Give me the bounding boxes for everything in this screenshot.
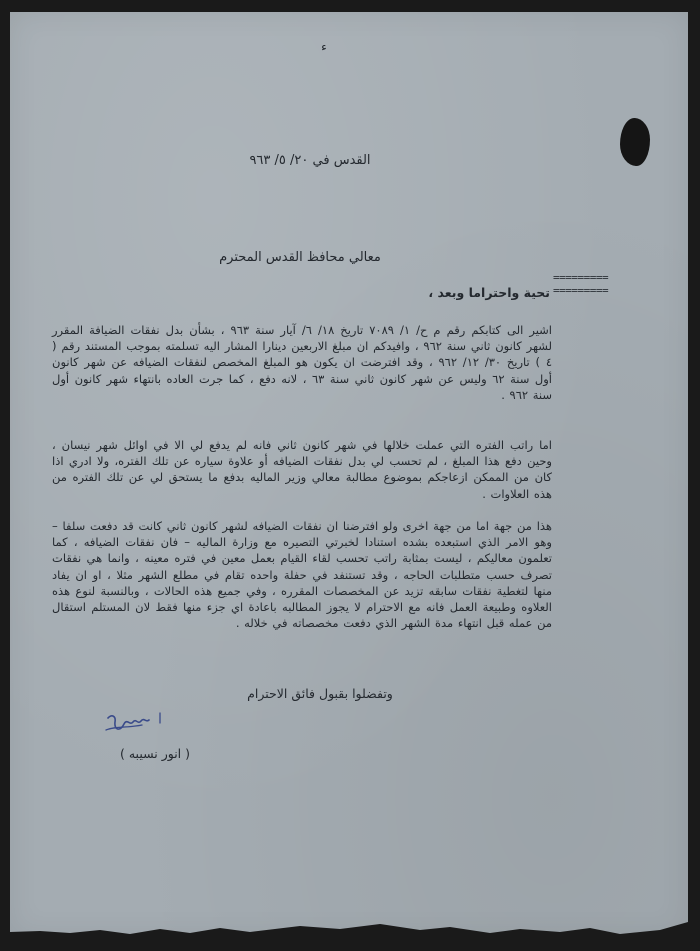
- closing-line: وتفضلوا بقبول فائق الاحترام: [247, 686, 393, 701]
- top-mark: ء: [321, 40, 327, 54]
- body-paragraph-1: اشير الى كتابكم رقم م ح/ ١/ ٧٠٨٩ تاريخ ١٨/ ٦/ آيار سنة ٩٦٣ ، بشأن بدل نفقات الضيافة المقرر لشهر كانون ثاني سنة ٩٦٢ ، وافيدكم ان مبلغ الاربعين دينارا المشار اليه تسلمته بموجب المستند رقم ( ٤ ) تاريخ ٣٠/ ١٢/ ٩٦٢ ، وقد افترضت ان يكون هو المبلغ المخصص لنفقات الضيافه عن شهر كانون أول سنة ٦٢ وليس عن شهر كانون ثاني سنة ٦٣ ، لانه دفع ، كما جرت العاده بانتهاء شهر كانون أول سنة ٩٦٢ .: [52, 323, 553, 402]
- signatory-name: ( انور نسيبه ): [120, 746, 190, 761]
- paper-hole: [620, 118, 650, 166]
- handwritten-signature: [102, 708, 172, 742]
- date-line: القدس في ٢٠/ ٥/ ٩٦٣: [249, 153, 371, 168]
- torn-bottom-edge: [0, 920, 700, 951]
- greeting: تحية واحتراما وبعد ،: [428, 285, 550, 300]
- body-paragraph-3: هذا من جهة اما من جهة اخرى ولو افترضنا ان نفقات الضيافه لشهر كانون ثاني كانت قد دفعت سلفا – وهو الامر الذي استبعده بشده استنادا لخبرتي التصيره مع وزارة الماليه – فان نفقات الضيافه ، كما تعلمون معاليكم ، ليست بمثابة راتب تحسب لقاء القيام بعمل معين في فتره معينه ، وانما هي نفقات تصرف حسب متطلبات الحاجه ، وقد تستنفد في حفلة واحده تقام في مطلع الشهر مثلا ، او ان يفاد منها لتغطية نفقات سابقه تزيد عن المخصصات المقرره ، وفي جميع هذه الحالات ، وبالنسبة لنوع هذه العلاوه وطبيعة العمل فانه مع الاحترام لا يجوز المطالبه باعادة اي جزء منها فقط لان المستلم استقال من عمله قبل انتهاء مدة الشهر الذي دفعت مخصصاته في خلاله .: [52, 519, 552, 631]
- margin-mark: ========= =========: [553, 271, 609, 297]
- body-paragraph-2: اما راتب الفتره التي عملت خلالها في شهر كانون ثاني فانه لم يدفع لي الا في اوائل شهر نيسان ، وحين دفع هذا المبلغ ، لم تحسب لي بدل نفقات الضيافه أو علاوة سياره عن تلك الفتره، ولا ادري اذا كان من الممكن ازعاجكم بموضوع مطالبة معالي وزير الماليه بدفع ما يستحق لي عن تلك الفتره من هذه العلاوات .: [52, 438, 552, 501]
- addressee: معالي محافظ القدس المحترم: [219, 250, 381, 265]
